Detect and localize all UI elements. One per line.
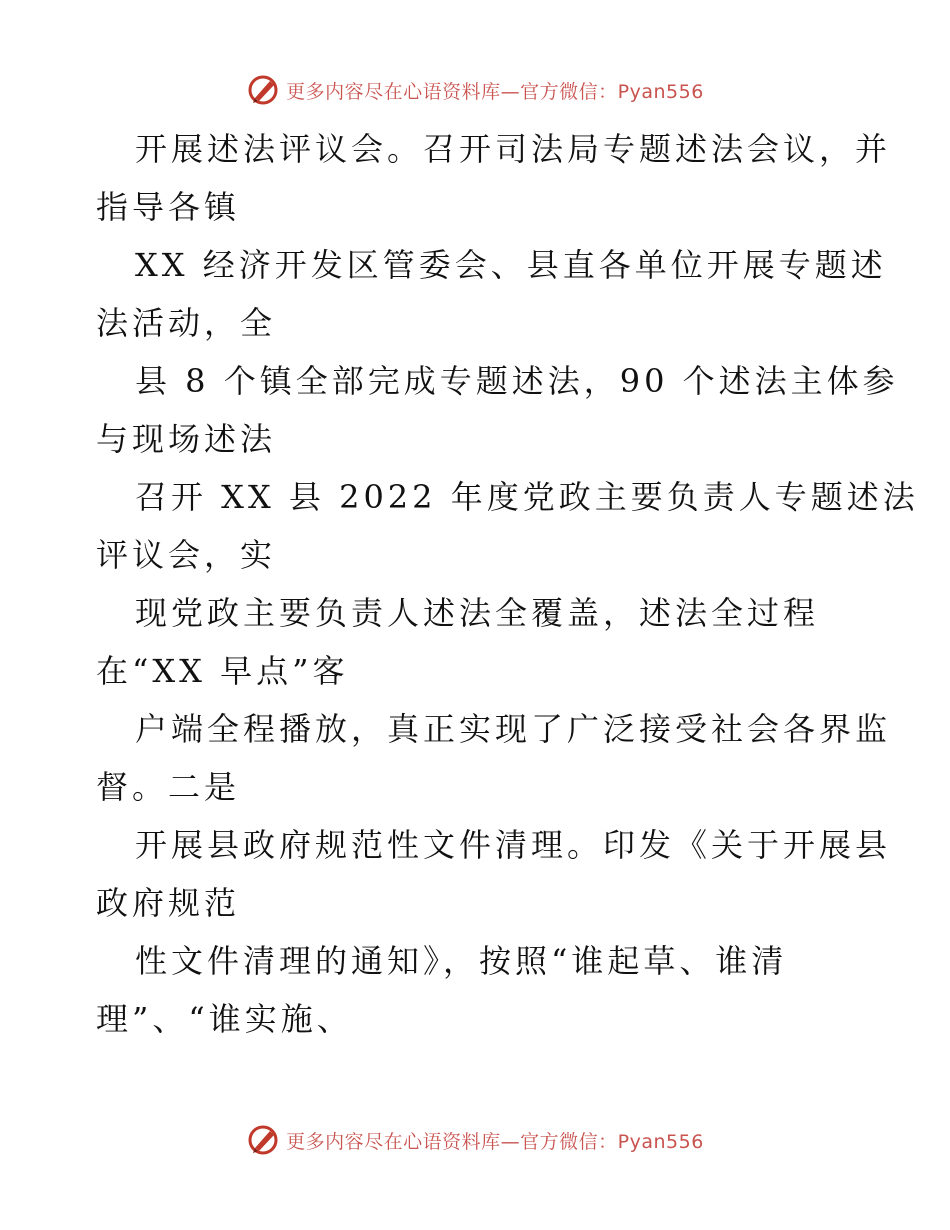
paragraph-line: 法活动，全 xyxy=(96,304,277,342)
paragraph-line: XX 经济开发区管委会、县直各单位开展专题述 xyxy=(135,246,887,284)
paragraph-line: 开展县政府规范性文件清理。印发《关于开展县 xyxy=(135,826,892,864)
paragraph xyxy=(0,468,950,584)
header-banner xyxy=(0,70,950,110)
paragraph xyxy=(0,120,950,236)
paragraph-line: 县 8 个镇全部完成专题述法，90 个述法主体参 xyxy=(135,362,899,400)
paragraph-line: 督。二是 xyxy=(96,768,241,806)
paragraph-line: 现党政主要负责人述法全覆盖，述法全过程 xyxy=(135,594,820,632)
paragraph xyxy=(0,236,950,352)
paragraph-line: 指导各镇 xyxy=(96,188,241,226)
paragraph-line: 性文件清理的通知》，按照“谁起草、谁清 xyxy=(135,942,788,980)
paragraph-line: 政府规范 xyxy=(96,884,241,922)
banner-text: 更多内容尽在心语资料库—官方微信：Pyan556 xyxy=(286,1130,704,1153)
paragraph-line: 召开 XX 县 2022 年度党政主要负责人专题述法 xyxy=(135,478,919,516)
pen-logo-icon xyxy=(246,1122,282,1158)
paragraph-line: 在“XX 早点”客 xyxy=(96,652,349,690)
document-body xyxy=(0,120,950,1048)
paragraph-line: 开展述法评议会。召开司法局专题述法会议，并 xyxy=(135,130,892,168)
paragraph-line: 与现场述法 xyxy=(96,420,277,458)
paragraph-line: 评议会，实 xyxy=(96,536,277,574)
paragraph xyxy=(0,700,950,816)
pen-logo-icon xyxy=(246,72,282,108)
paragraph xyxy=(0,352,950,468)
paragraph-line: 理”、“谁实施、 xyxy=(96,1000,353,1038)
paragraph-line: 户端全程播放，真正实现了广泛接受社会各界监 xyxy=(135,710,892,748)
banner-text: 更多内容尽在心语资料库—官方微信：Pyan556 xyxy=(286,80,704,103)
paragraph xyxy=(0,932,950,1048)
footer-banner xyxy=(0,1120,950,1160)
paragraph xyxy=(0,816,950,932)
paragraph xyxy=(0,584,950,700)
